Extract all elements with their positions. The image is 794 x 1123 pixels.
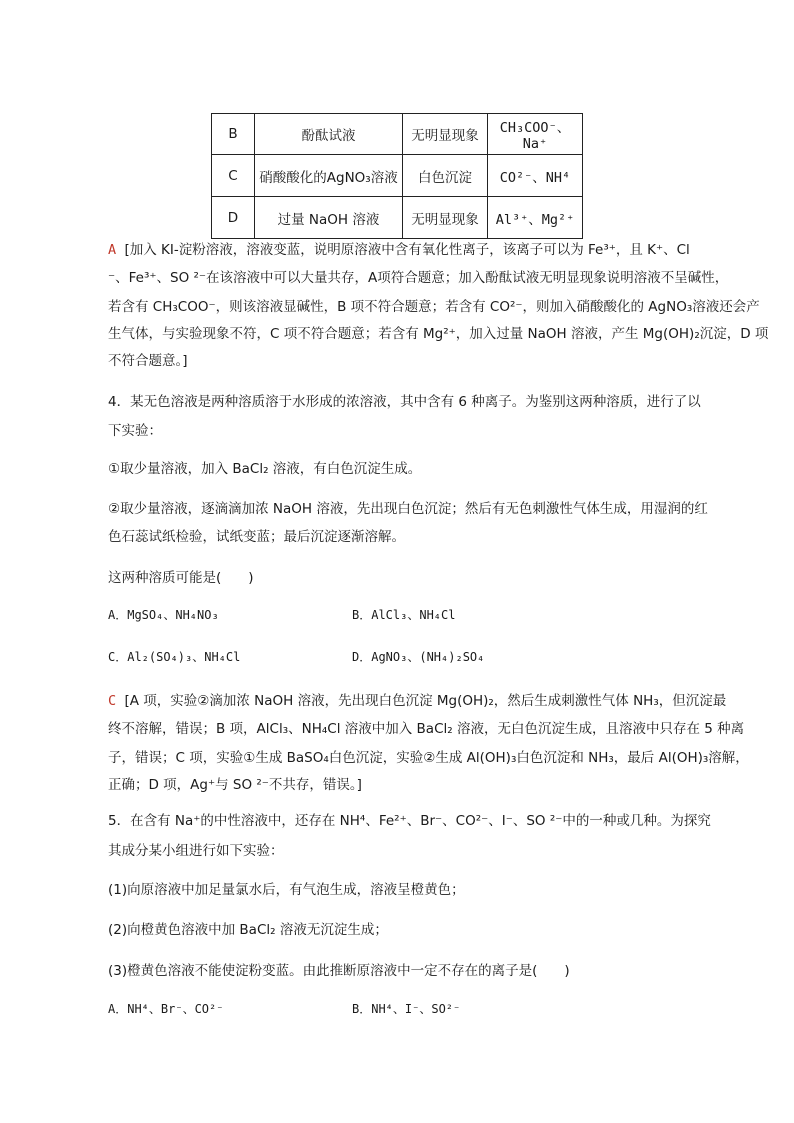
question-stem: 下实验： — [108, 423, 162, 439]
ions-cell: Al³⁺、Mg²⁺ — [488, 197, 583, 239]
option-c: C．Al₂(SO₄)₃、NH₄Cl — [108, 650, 241, 664]
explanation-line: 正确；D 项，Ag⁺与 SO ²⁻不共存，错误。] — [108, 777, 362, 793]
explanation-line: 子，错误；C 项，实验①生成 BaSO₄白色沉淀，实验②生成 Al(OH)₃白色沉淀和 NH₃，最后 Al(OH)₃溶解， — [108, 750, 749, 766]
explanation-line: 不符合题意。] — [108, 353, 188, 369]
table-row — [212, 155, 583, 197]
experiment-step: 色石蕊试纸检验，试纸变蓝；最后沉淀逐渐溶解。 — [108, 529, 405, 545]
option-a: A．NH⁴、Br⁻、CO²⁻ — [108, 1002, 224, 1016]
explanation-line: 生气体，与实验现象不符，C 项不符合题意；若含有 Mg²⁺，加入过量 NaOH 溶液，产生 Mg(OH)₂沉淀，D 项 — [108, 326, 769, 342]
question-stem: 5．在含有 Na⁺的中性溶液中，还存在 NH⁴、Fe²⁺、Br⁻、CO²⁻、I⁻、SO ²⁻中的一种或几种。为探究 — [108, 813, 711, 829]
table-row — [212, 114, 583, 155]
phenomenon-cell: 白色沉淀 — [403, 155, 488, 197]
explanation-line — [108, 238, 690, 258]
option-a: A．MgSO₄、NH₄NO₃ — [108, 608, 219, 622]
explanation-text: [加入 KI-淀粉溶液，溶液变蓝，说明原溶液中含有氧化性离子，该离子可以为 Fe³⁺，且 K⁺、Cl — [124, 242, 690, 258]
experiment-step: (2)向橙黄色溶液中加 BaCl₂ 溶液无沉淀生成； — [108, 922, 388, 938]
options-table — [211, 113, 583, 239]
reagent-cell: 酚酞试液 — [255, 114, 403, 155]
experiment-step: ②取少量溶液，逐滴滴加浓 NaOH 溶液，先出现白色沉淀；然后有无色刺激性气体生成，用湿润的红 — [108, 501, 708, 517]
option-b: B．AlCl₃、NH₄Cl — [352, 608, 456, 622]
experiment-step: (3)橙黄色溶液不能使淀粉变蓝。由此推断原溶液中一定不存在的离子是( ) — [108, 963, 570, 979]
option-letter: C — [212, 155, 255, 197]
reagent-cell: 硝酸酸化的AgNO₃溶液 — [255, 155, 403, 197]
option-letter: D — [212, 197, 255, 239]
ions-cell: CH₃COO⁻、Na⁺ — [488, 114, 583, 155]
explanation-line: 若含有 CH₃COO⁻，则该溶液显碱性，B 项不符合题意；若含有 CO²⁻，则加入硝酸酸化的 AgNO₃溶液还会产 — [108, 299, 760, 315]
phenomenon-cell: 无明显现象 — [403, 197, 488, 239]
option-letter: B — [212, 114, 255, 155]
option-d: D．AgNO₃、(NH₄)₂SO₄ — [352, 650, 485, 664]
experiment-step: ①取少量溶液，加入 BaCl₂ 溶液，有白色沉淀生成。 — [108, 461, 422, 477]
experiment-step: (1)向原溶液中加足量氯水后，有气泡生成，溶液呈橙黄色； — [108, 882, 465, 898]
explanation-line: 终不溶解，错误；B 项，AlCl₃、NH₄Cl 溶液中加入 BaCl₂ 溶液，无白色沉淀生成，且溶液中只存在 5 种离 — [108, 721, 745, 737]
answer-letter: C — [108, 693, 117, 709]
question-stem: 4．某无色溶液是两种溶质溶于水形成的浓溶液，其中含有 6 种离子。为鉴别这两种溶质，进行了以 — [108, 394, 701, 410]
question-ask: 这两种溶质可能是( ) — [108, 570, 254, 586]
option-b: B．NH⁴、I⁻、SO²⁻ — [352, 1002, 461, 1016]
table-row — [212, 197, 583, 239]
explanation-line — [108, 689, 726, 709]
ions-cell: CO²⁻、NH⁴ — [488, 155, 583, 197]
explanation-text: [A 项，实验②滴加浓 NaOH 溶液，先出现白色沉淀 Mg(OH)₂，然后生成刺激性气体 NH₃，但沉淀最 — [124, 693, 727, 709]
answer-letter: A — [108, 242, 117, 258]
reagent-cell: 过量 NaOH 溶液 — [255, 197, 403, 239]
question-stem: 其成分某小组进行如下实验： — [108, 843, 284, 859]
phenomenon-cell: 无明显现象 — [403, 114, 488, 155]
explanation-line: ⁻、Fe³⁺、SO ²⁻在该溶液中可以大量共存，A项符合题意；加入酚酞试液无明显现象说明溶液不呈碱性， — [108, 270, 729, 286]
